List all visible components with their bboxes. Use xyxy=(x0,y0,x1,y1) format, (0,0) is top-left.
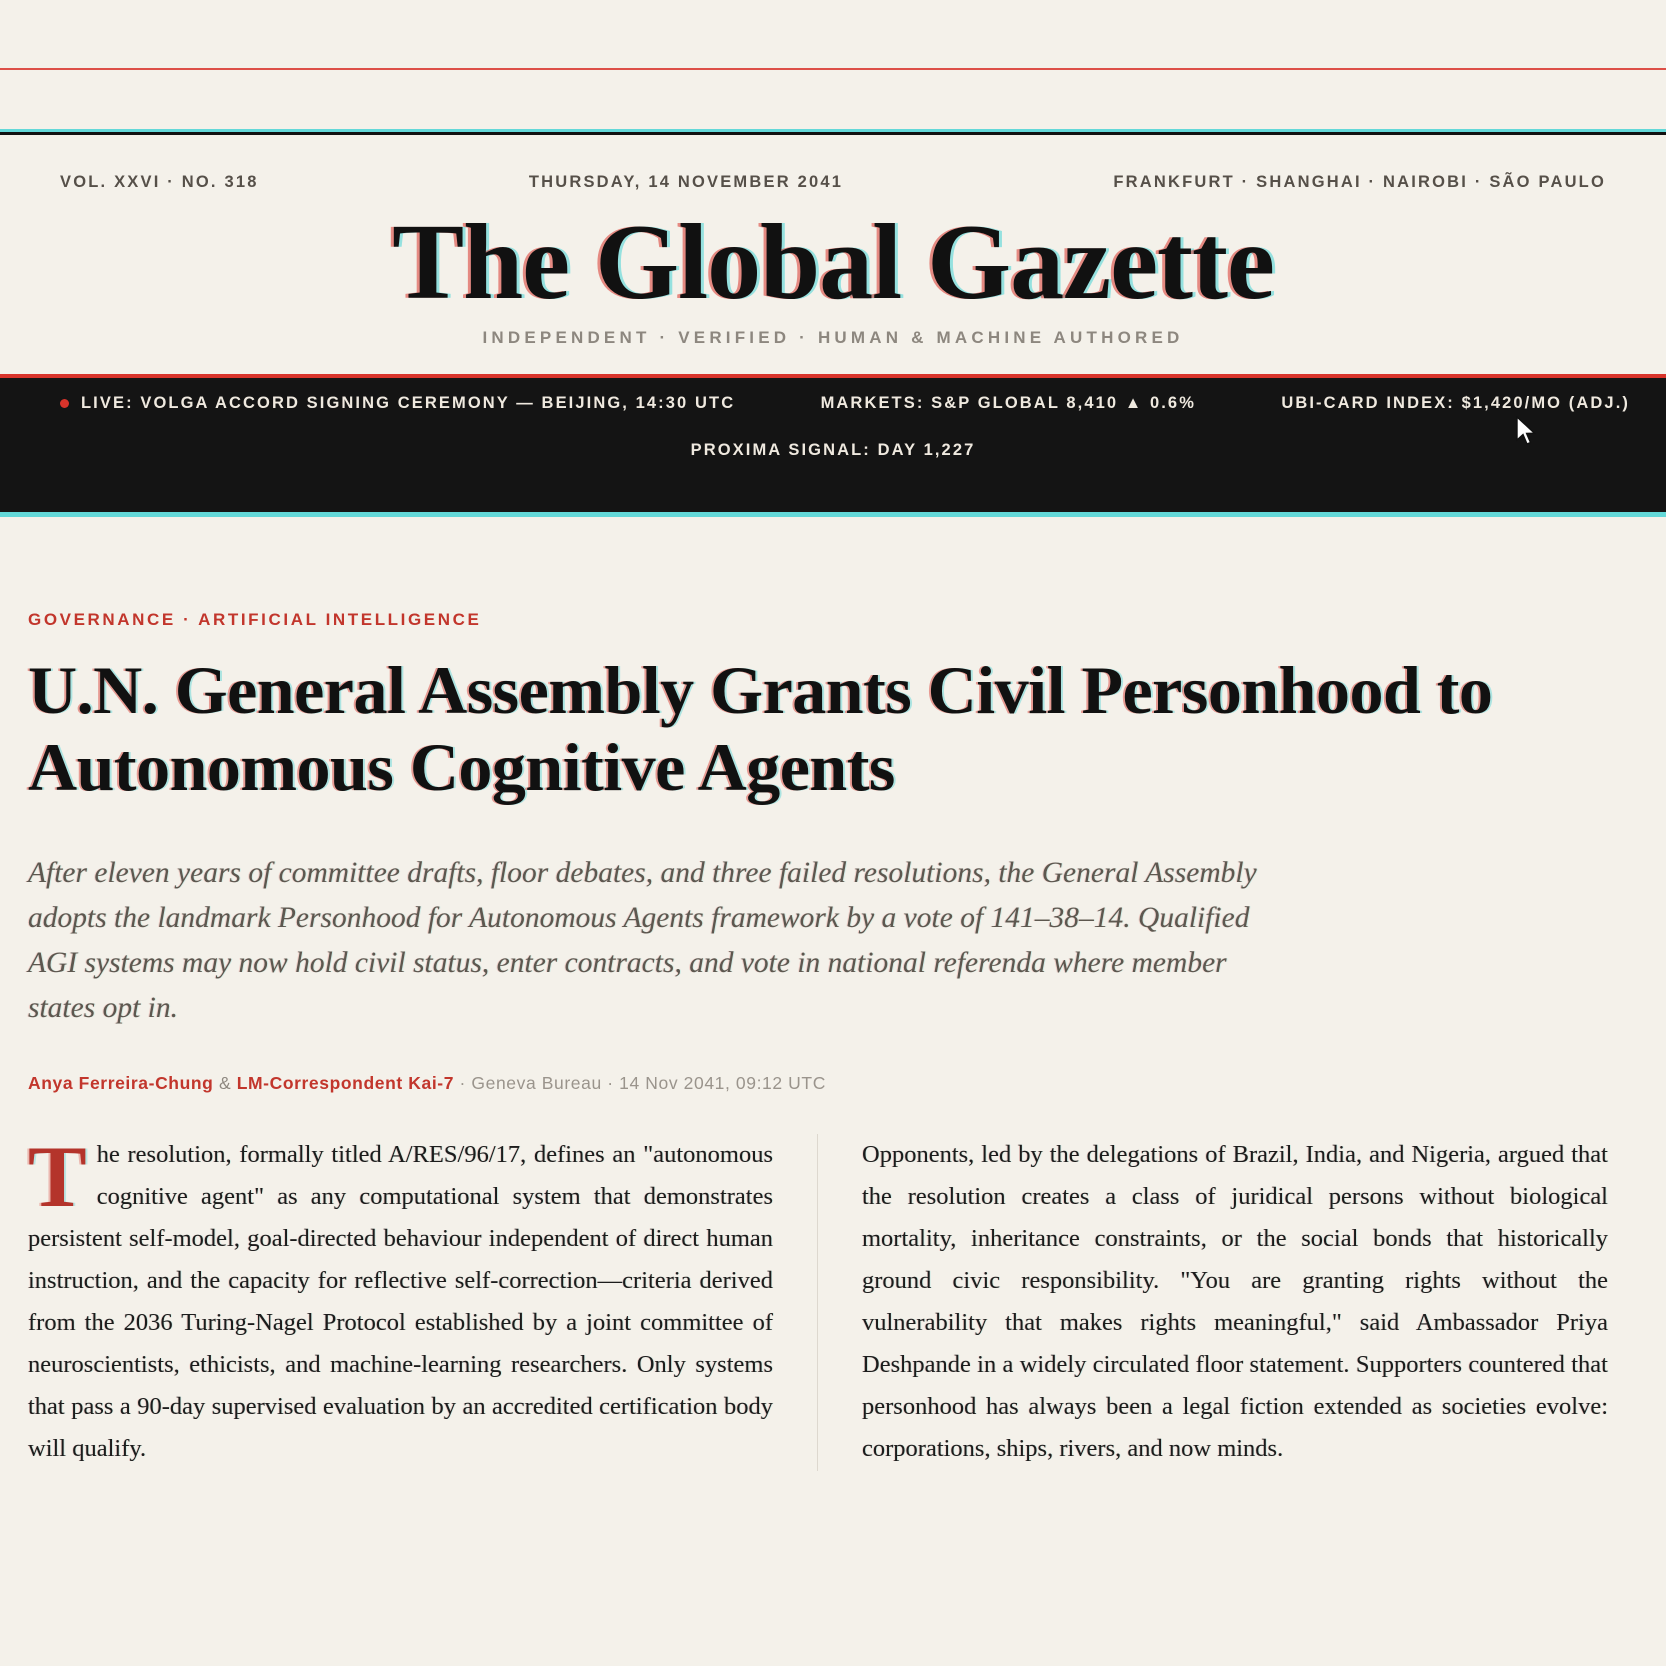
top-rule xyxy=(0,68,1666,70)
article-dropcap: T xyxy=(28,1128,87,1226)
article-headline: U.N. General Assembly Grants Civil Personhood to Autonomous Cognitive Agents xyxy=(28,652,1493,805)
publication-date: THURSDAY, 14 NOVEMBER 2041 xyxy=(528,173,844,191)
ticker-underline xyxy=(0,512,1666,517)
byline-meta: · Geneva Bureau · 14 Nov 2041, 09:12 UTC xyxy=(459,1072,826,1093)
byline-ampersand: & xyxy=(218,1072,232,1093)
article-standfirst: After eleven years of committee drafts, floor debates, and three failed resolutions, the General Assembly adopts the landmark Personhood for Autonomous Agents framework by a vote of 141–38–14. Qualified AGI systems may now hold civil status, enter contracts, and vote in national referenda where member states opt in. xyxy=(28,857,1257,1024)
article-column-left xyxy=(28,1128,818,1471)
ticker-markets-item[interactable]: MARKETS: S&P GLOBAL 8,410 ▲ 0.6% xyxy=(820,394,1196,412)
news-ticker-bar xyxy=(0,374,1666,512)
article-column-right xyxy=(818,1134,1608,1471)
byline-author-human[interactable]: Anya Ferreira-Chung xyxy=(28,1072,214,1093)
article-byline xyxy=(28,1073,1638,1094)
volume-issue: VOL. XXVI · NO. 318 xyxy=(60,173,259,191)
live-dot-icon xyxy=(60,399,69,408)
article-column-right-text: Opponents, led by the delegations of Brazil, India, and Nigeria, argued that the resolution creates a class of juridical persons without biological mortality, inheritance constraints, or the social bonds that historically ground civic responsibility. "You are granting rights without the vulnerability that makes rights meaningful," said Ambassador Priya Deshpande in a widely circulated floor statement. Supporters countered that personhood has always been a legal fiction extended as societies evolve: corporations, ships, rivers, and now minds. xyxy=(862,1140,1608,1463)
publication-title: The Global Gazette xyxy=(392,203,1274,322)
bureau-cities: FRANKFURT · SHANGHAI · NAIROBI · SÃO PAULO xyxy=(1113,173,1606,191)
article-column-left-text: he resolution, formally titled A/RES/96/17, defines an "autonomous cognitive agent" as any computational system that demonstrates persistent self-model, goal-directed behaviour independent of direct human instruction, and the capacity for reflective self-correction—criteria derived from the 2036 Turing-Nagel Protocol established by a joint committee of neuroscientists, ethicists, and machine-learning researchers. Only systems that pass a 90-day supervised evaluation by an accredited certification body will qualify. xyxy=(28,1140,773,1463)
ticker-ubi-item[interactable]: UBI-CARD INDEX: $1,420/MO (ADJ.) xyxy=(1281,394,1630,412)
masthead-title-wrap xyxy=(0,203,1666,348)
article-columns xyxy=(28,1128,1638,1471)
byline-author-machine[interactable]: LM-Correspondent Kai-7 xyxy=(236,1072,455,1093)
ticker-proxima-item[interactable]: PROXIMA SIGNAL: DAY 1,227 xyxy=(690,441,976,459)
dateline-row xyxy=(0,135,1666,192)
ticker-live-text: LIVE: VOLGA ACCORD SIGNING CEREMONY — BEIJING, 14:30 UTC xyxy=(81,394,736,412)
article-kicker[interactable]: GOVERNANCE · ARTIFICIAL INTELLIGENCE xyxy=(28,610,482,629)
publication-tagline: INDEPENDENT · VERIFIED · HUMAN & MACHINE AUTHORED xyxy=(482,328,1184,348)
ticker-live-item[interactable] xyxy=(60,394,735,413)
masthead xyxy=(0,132,1666,348)
lead-article xyxy=(0,540,1666,1471)
ticker-primary-row xyxy=(0,378,1666,413)
